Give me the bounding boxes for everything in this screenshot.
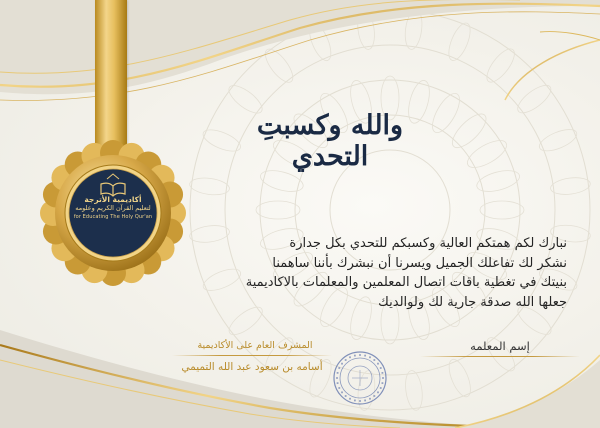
medal-tagline-ar: لتعليم القرآن الكريم وعلومه	[75, 204, 151, 212]
body-line: نشكر لك تفاعلك الجميل ويسرنا أن نبشرك بأننا ساهمنا	[272, 255, 567, 271]
body-line: جعلها الله صدقة جارية لك ولوالديك	[378, 294, 567, 310]
teacher-signature-line	[420, 356, 580, 357]
body-line: بنيتك في تغطية باقات اتصال المعلمين والمعلمات بالاكاديمية	[245, 275, 567, 290]
official-stamp	[332, 350, 388, 406]
teacher-name-label: إسم المعلمه	[470, 339, 530, 353]
supervisor-name: أسامه بن سعود عبد الله التميمي	[181, 361, 323, 373]
body-line: نبارك لكم همتكم العالية وكسبكم للتحدي بكل جدارة	[289, 236, 567, 251]
supervisor-signature-line	[172, 355, 332, 356]
certificate-title: والله وكسبتِ التحدي	[256, 110, 404, 172]
medal-org-name: أكاديمية الأترجة	[84, 195, 142, 204]
supervisor-title: المشرف العام على الأكاديمية	[197, 340, 313, 351]
medal-org-text	[63, 195, 163, 222]
medal-tagline-en: for Educating The Holy Qur'an	[73, 214, 153, 220]
certificate-body	[222, 234, 567, 312]
